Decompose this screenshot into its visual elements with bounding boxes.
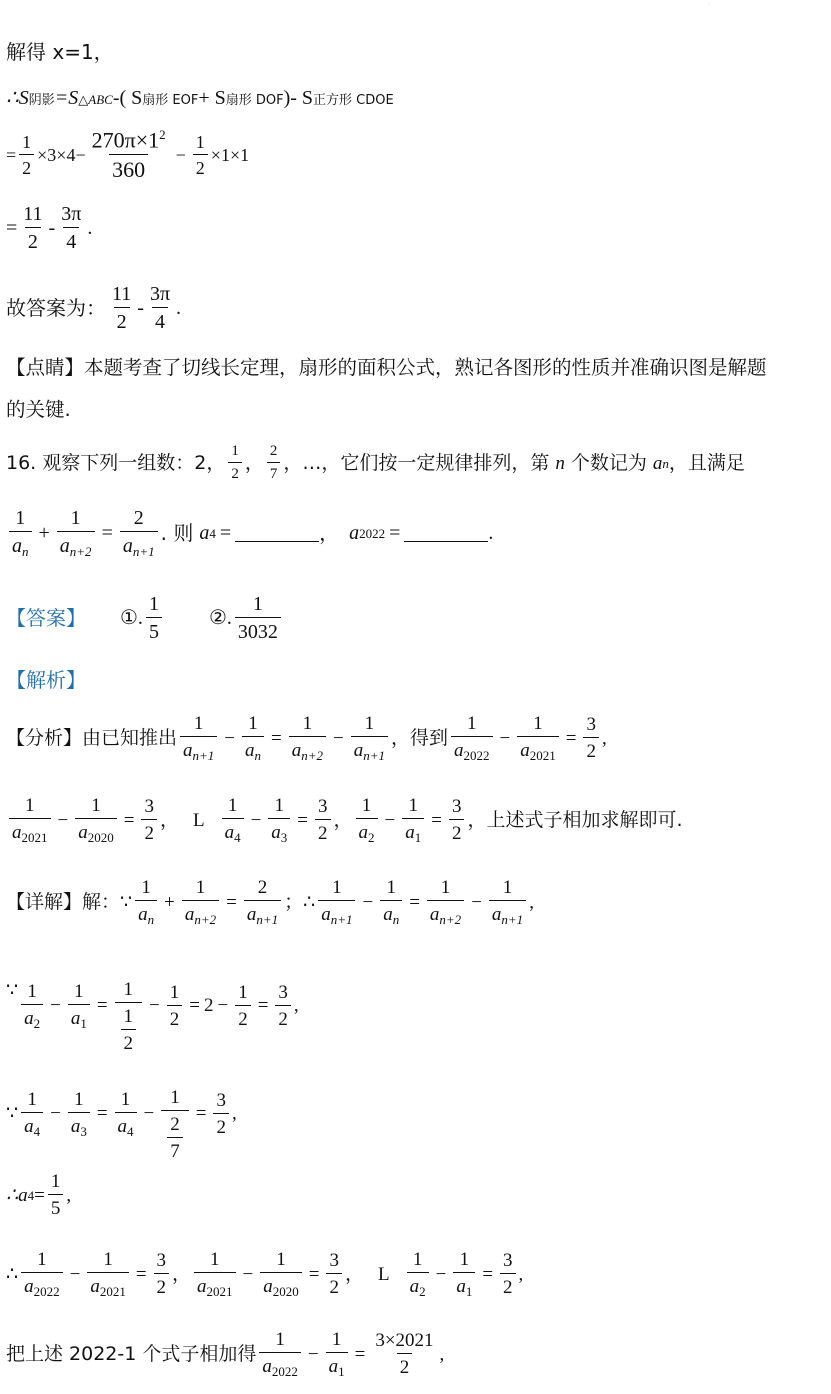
shaded-area-formula: ∴S阴影=S△ABC-( S扇形 EOF+ S扇形 DOF)- S正方形 CDOE bbox=[6, 87, 394, 109]
fraction-half: $\frac{1}{2}$ bbox=[19, 133, 34, 177]
detail-line-final: 把上述 2022-1 个式子相加得 $\frac{1}{a_{2022}}$ − $\frac{1}{a_1}$ = $\frac{3\times 2021}{2}$ , bbox=[6, 1329, 445, 1379]
detail-line-3: ∵ $\frac{1}{a_4}$ − $\frac{1}{a_3}$ = $\frac{1}{a_4}$ − $\frac{1}{\frac{2}{7}}$ = $\frac{3}{2}$ , bbox=[6, 1087, 237, 1162]
fraction-half-2: $\frac{1}{2}$ bbox=[193, 133, 208, 177]
key-point-note: 【点睛】本题考查了切线长定理，扇形的面积公式，熟记各图形的性质并准确识图是解题 bbox=[6, 356, 767, 379]
detail-line-2: ∵ $\frac{1}{a_2}$ − $\frac{1}{a_1}$ = $\frac{1}{\frac{1}{2}}$ − $\frac{1}{2}$ = 2 − $\frac{1}{2}$ = $\frac{3}{2}$ , bbox=[6, 979, 299, 1054]
answer-statement: 故答案为： $\frac{11}{2}$ - $\frac{3\pi}{4}$ . bbox=[6, 283, 182, 333]
analysis-heading: 【解析】 bbox=[6, 668, 86, 692]
recurrence-condition: $\frac{1}{a_n}$ + $\frac{1}{a_{n+2}}$ = $\frac{2}{a_{n+1}}$ . 则 a 4 = ， a 2022 = . bbox=[6, 508, 493, 558]
a4-result: ∴a 4 = $\frac{1}{5}$ , bbox=[6, 1171, 72, 1219]
solve-x-line: 解得 x=1， bbox=[6, 40, 114, 64]
key-point-note-cont: 的关键. bbox=[6, 398, 71, 421]
fraction-sector: $\frac{270\pi\times 1^2}{360}$ bbox=[91, 127, 166, 183]
detail-line-1: 【详解】解：∵ $\frac{1}{a_n}$ + $\frac{1}{a_{n+2}}$ = $\frac{2}{a_{n+1}}$ ；∴ $\frac{1}{a_{n+1}}$ − $\frac{1}{a_n}$ = $\frac{1}{a_{n+2}}$ − $\frac{1}{a_{n+1}}$ , bbox=[6, 877, 534, 927]
area-calculation: = $\frac{1}{2}$ ×3×4− $\frac{270\pi\times 1^2}{360}$ − $\frac{1}{2}$ ×1×1 bbox=[6, 127, 250, 183]
detail-line-sum: ∴ $\frac{1}{a_{2022}}$ − $\frac{1}{a_{2021}}$ = $\frac{3}{2}$ ， $\frac{1}{a_{2021}}$ − $\frac{1}{a_{2020}}$ = $\frac{3}{2}$ ， L $\frac{1}{a_2}$ − $\frac{1}{a_1}$ = $\frac{3}{2}$ , bbox=[6, 1249, 524, 1299]
blank-a2022 bbox=[404, 525, 488, 542]
analysis-line-1: 【分析】由已知推出 $\frac{1}{a_{n+1}}$ − $\frac{1}{a_n}$ = $\frac{1}{a_{n+2}}$ − $\frac{1}{a_{n+1}}$ ，得到 $\frac{1}{a_{2022}}$ − $\frac{1}{a_{2021}}$ = $\frac{3}{2}$ , bbox=[6, 713, 607, 763]
area-result: = $\frac{11}{2}$ - $\frac{3\pi}{4}$ . bbox=[6, 203, 93, 253]
scan-speck: · bbox=[708, 2, 710, 8]
blank-a4 bbox=[235, 525, 319, 542]
problem-16-statement: 16. 观察下列一组数：2， $\frac{1}{2}$ ， $\frac{2}{7}$ ，…，它们按一定规律排列，第 n 个数记为 a n ，且满足 bbox=[6, 443, 745, 482]
analysis-line-2: $\frac{1}{a_{2021}}$ − $\frac{1}{a_{2020}}$ = $\frac{3}{2}$ ， L $\frac{1}{a_4}$ − $\frac{1}{a_3}$ = $\frac{3}{2}$ ， $\frac{1}{a_2}$ − $\frac{1}{a_1}$ = $\frac{3}{2}$ ，上述式子相加求解即可. bbox=[6, 796, 683, 844]
answer-row: 【答案】 ①. $\frac{1}{5}$ ②. $\frac{1}{3032}$ bbox=[6, 594, 284, 642]
